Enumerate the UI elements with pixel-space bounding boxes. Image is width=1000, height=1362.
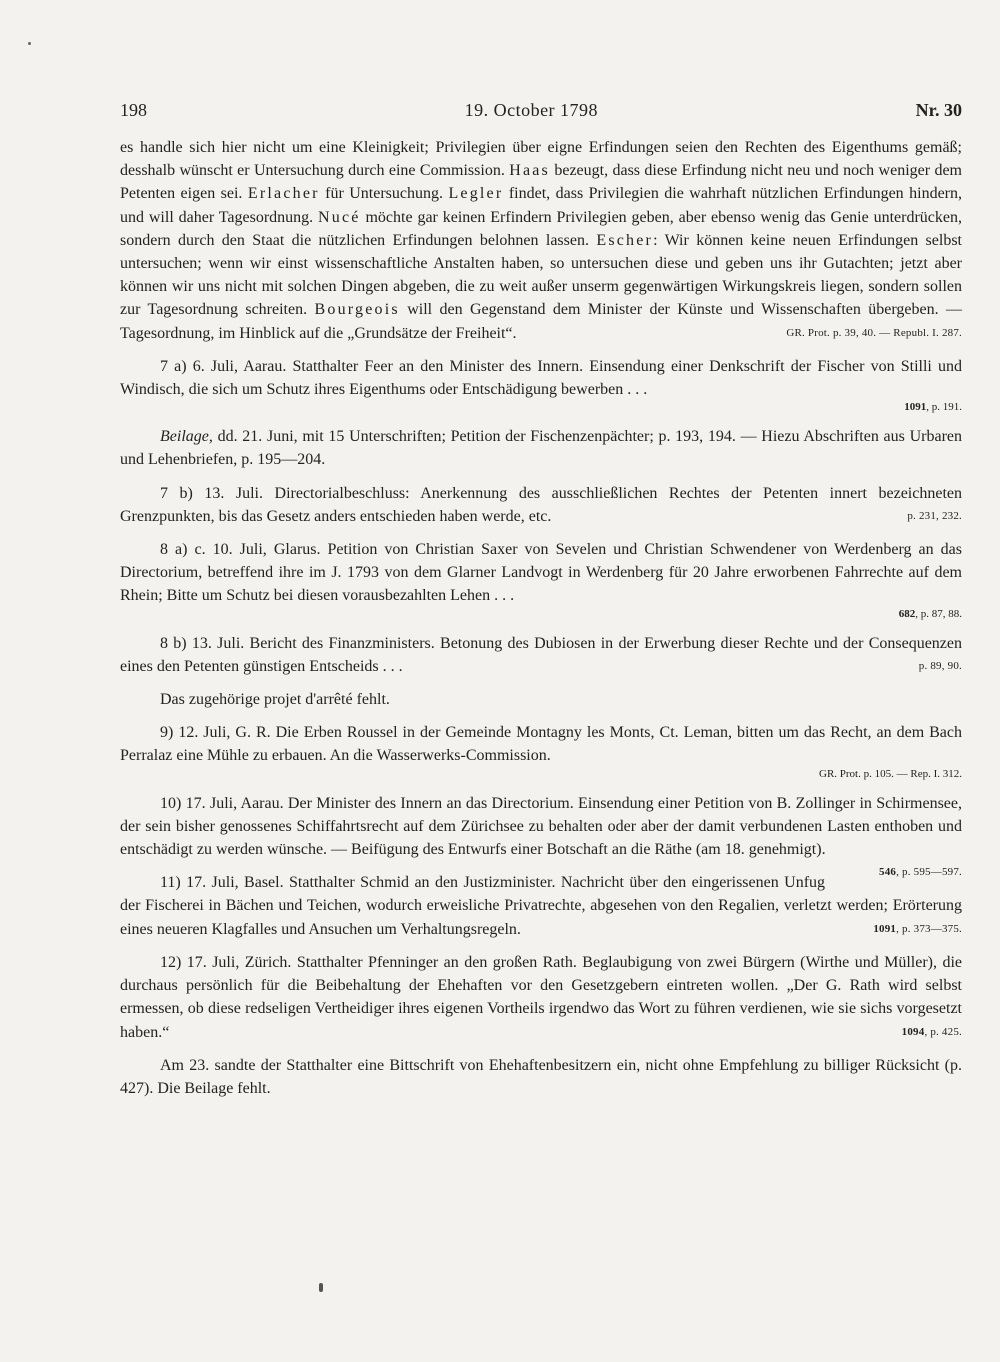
document-number: Nr. 30 [915,100,962,120]
paragraph-beilage: Beilage, dd. 21. Juni, mit 15 Unterschriften; Petition der Fischenzenpächter; p. 193, 194. — Hiezu Abschriften aus Urbaren und Lehenbriefen, p. 195—204. [120,428,962,469]
scan-mark [319,1283,323,1292]
paragraph-8a: 8 a) c. 10. Juli, Glarus. Petition von Christian Saxer von Sevelen und Christian Schwendener von Werdenberg an das Directorium, betreffend ihre im J. 1793 von dem Glarner Landvogt in Werdenberg für 20 Jahre erworbenen Fahrrechte auf dem Rhein; Bitte um Schutz bei diesen vorausbezahlten Lehen . . . 682, p. 87, 88. [120,541,962,620]
source-reference: 682, p. 87, 88. [898,607,962,620]
page-header [120,100,962,136]
scan-speck [28,42,31,45]
speaker-name: Haas [509,162,550,180]
paragraph-final: Am 23. sandte der Statthalter eine Bittschrift von Ehehaftenbesitzern ein, nicht ohne Empfehlung zu billiger Rücksicht (p. 427). Die Beilage fehlt. [120,1056,962,1097]
speaker-name: Bourgeois [314,301,400,319]
source-reference: 1091, p. 191. [904,401,962,414]
source-reference: GR. Prot. p. 105. — Rep. I. 312. [819,767,962,780]
paragraph-9: 9) 12. Juli, G. R. Die Erben Roussel in der Gemeinde Montagny les Monts, Ct. Leman, bitten um das Recht, an dem Bach Perralaz eine Mühle zu erbauen. An die Wasserwerks-Commission. GR. Prot. p. 105. — Rep. I. 312. [120,724,962,780]
paragraph-note: Das zugehörige projet d'arrêté fehlt. [160,691,390,709]
page-number: 198 [120,100,147,120]
paragraph-7b: 7 b) 13. Juli. Directorialbeschluss: Anerkennung des ausschließlichen Rechtes der Petenten innert bezeichneten Grenzpunkten, bis das Gesetz anders entschieden haben werde, etc. p. 231, 232. [120,482,962,528]
header-date: 19. October 1798 [464,100,599,120]
speaker-name: Erlacher [247,185,320,203]
source-reference: p. 89, 90. [918,659,962,672]
source-reference: GR. Prot. p. 39, 40. — Republ. I. 287. [786,326,962,339]
speaker-name: Legler [448,185,504,203]
paragraph-10: 10) 17. Juli, Aarau. Der Minister des Innern an das Directorium. Einsendung einer Petition von B. Zollinger in Schirmensee, der sein bisher genossenes Schiffahrtsrecht auf dem Zürichsee zu behalten oder aber der damit verbundenen Lasten enthoben und entschädigt zu werden wünsche. — Beifügung des Entwurfs einer Botschaft an die Räthe (am 18. genehmigt). 546, p. 595—597. [120,792,962,862]
speaker-name: Nucé [318,208,361,226]
paragraph-12: 12) 17. Juli, Zürich. Statthalter Pfenninger an den großen Rath. Beglaubigung von zwei Bürgern (Wirthe und Müller), die durchaus persönlich für die Beibehaltung der Ehehaften vor den Gesetzgebern eintreten wollen. „Der G. Rath wird selbst ermessen, ob diese redseligen Vertheidiger ihres eigenen Vortheils irgendwo das Wort zu führen verdienen, wie sie sichs vorgesetzt haben.“ 1094, p. 425. [120,951,962,1044]
source-reference: 1091, p. 373—375. [873,922,962,935]
paragraph-8b: 8 b) 13. Juli. Bericht des Finanzministers. Betonung des Dubiosen in der Erwerbung dieser Rechte und der Consequenzen eines den Petenten günstigen Entscheids . . . p. 89, 90. [120,632,962,678]
paragraph-11: 11) 17. Juli, Basel. Statthalter Schmid an den Justizminister. Nachricht über den eingerissenen Unfug der Fischerei in Bächen und Teichen, wodurch erweisliche Privatrechte, abgesehen von den Regalien, verletzt werden; Erörterung eines neueren Klagfalles und Ansuchen um Verhaltungsregeln. 1091, p. 373—375. [120,871,962,941]
source-reference: p. 231, 232. [907,509,962,522]
paragraph-debate: es handle sich hier nicht um eine Kleinigkeit; Privilegien über eigne Erfindungen seien den Rechten des Eigenthums gemäß; desshalb wünscht er Untersuchung durch eine Commission. Haas bezeugt, dass diese Erfindung nicht neu und noch weniger dem Petenten eigen sei. Erlacher für Untersuchung. Legler findet, dass Privilegien die wahrhaft nützlichen Erfindungen hindern, und will daher Tagesordnung. Nucé möchte gar keinen Erfindern Privilegien geben, aber ebenso wenig das Genie unterdrücken, sondern durch den Staat die nützlichen Erfindungen belohnen lassen. Escher: Wir können keine neuen Erfindungen selbst untersuchen; wenn wir einst wissenschaftliche Anstalten haben, so untersuchen diese und geben uns ihr Gutachten; jetzt aber können wir uns nicht mit solchen Dingen abgeben, die zu weit außer unserm gegenwärtigen Wirkungskreis liegen, sondern sollen zur Tagesordnung schreiten. Bourgeois will den Gegenstand dem Minister der Künste und Wissenschaften übergeben. — Tagesordnung, im Hinblick auf die „Grundsätze der Freiheit“. GR. Prot. p. 39, 40. — Republ. I. 287. [120,136,962,345]
body-text [120,136,962,1100]
source-reference: 546, p. 595—597. [879,866,962,879]
source-reference: 1094, p. 425. [901,1025,962,1038]
paragraph-7a: 7 a) 6. Juli, Aarau. Statthalter Feer an den Minister des Innern. Einsendung einer Denkschrift der Fischer von Stilli und Windisch, die sich um Schutz ihres Eigenthums oder Entschädigung bewerben . . . 1091, p. 191. [120,357,962,414]
speaker-name: Escher [596,231,654,249]
